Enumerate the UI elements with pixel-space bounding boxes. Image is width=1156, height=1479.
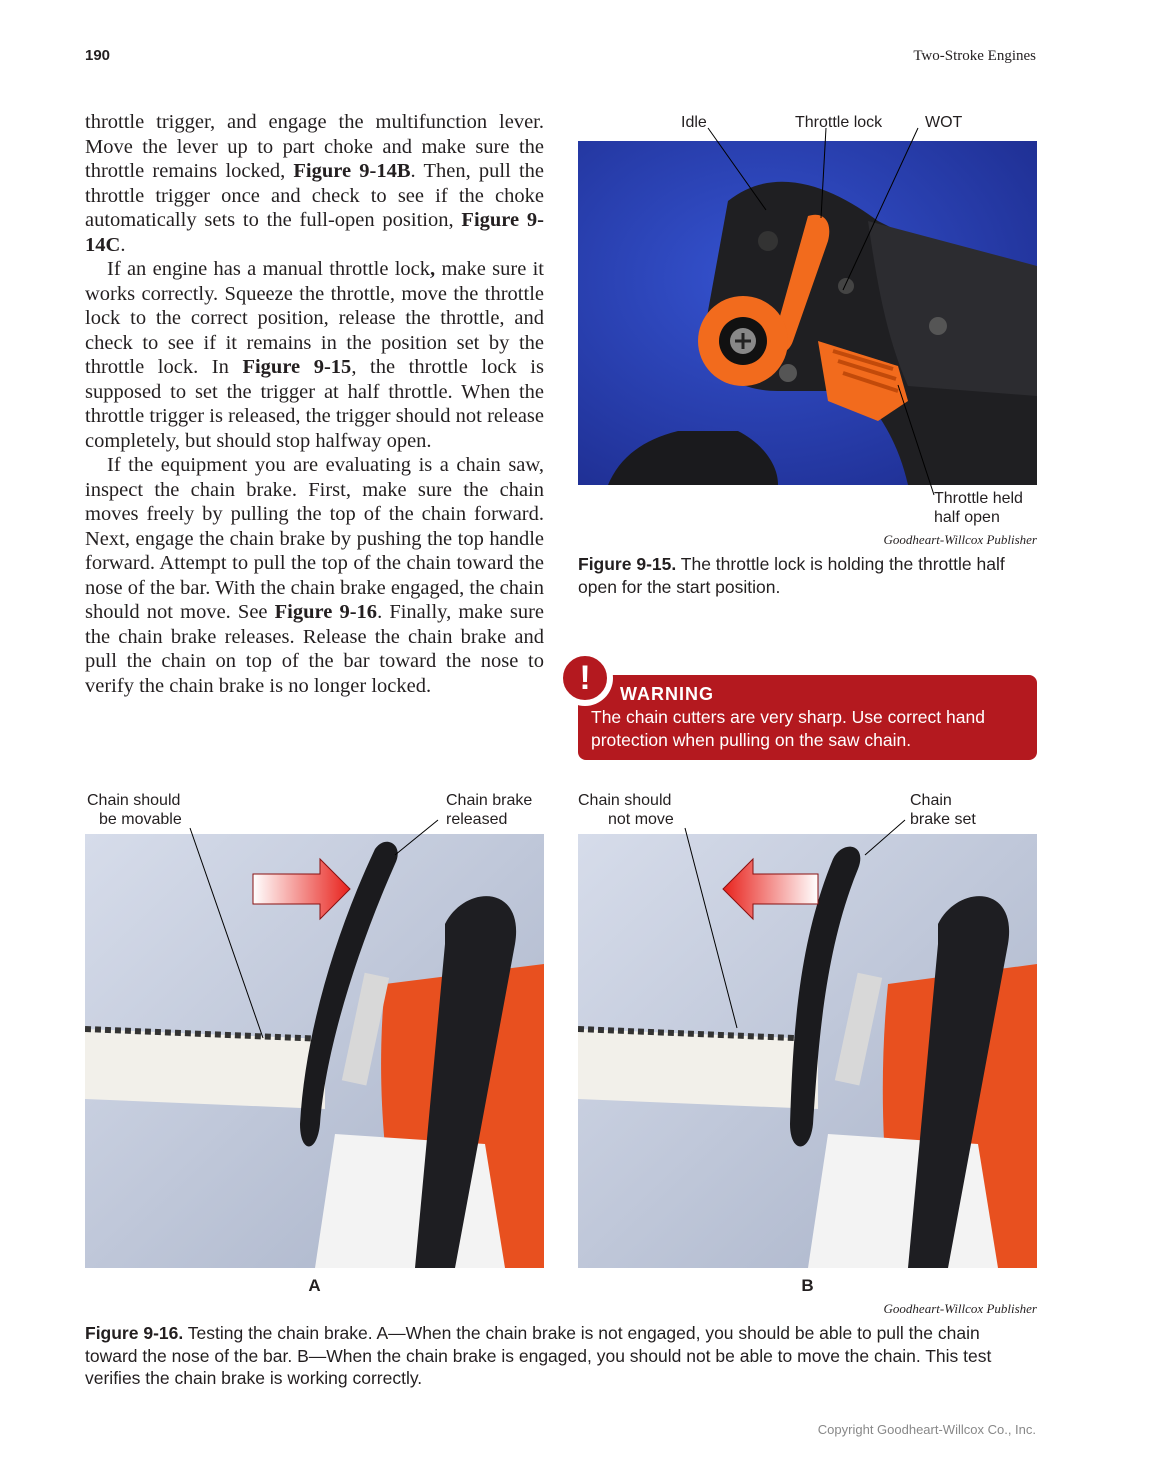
- figure-credit: Goodheart-Willcox Publisher: [883, 1301, 1037, 1316]
- body-text: [85, 110, 544, 698]
- label-brake-set-2: brake set: [910, 811, 976, 828]
- label-throttle-held-1: Throttle held: [934, 490, 1023, 507]
- label-throttle-held-2: half open: [934, 509, 1000, 526]
- warning-title: WARNING: [620, 684, 714, 704]
- label-idle: Idle: [681, 114, 707, 131]
- warning-text: The chain cutters are very sharp. Use correct hand protection when pulling on the saw chain.: [591, 707, 985, 750]
- figure-16-caption: Figure 9-16. Testing the chain brake. A—When the chain brake is not engaged, you should be able to pull the chain toward the nose of the bar. B—When the chain brake is engaged, you should not be able to move the chain. This test verifies the chain brake is working correctly.: [85, 1323, 992, 1388]
- figure-ref: Figure 9-14C: [85, 209, 544, 256]
- figure-ref: Figure 9-14B: [293, 160, 411, 182]
- figure-credit: Goodheart-Willcox Publisher: [883, 532, 1037, 547]
- figure-ref: Figure 9-15: [242, 356, 352, 378]
- paragraph-2: If an engine has a manual throttle lock, make sure it works correctly. Squeeze the throttle, move the throttle lock to the correct position, release the throttle, and check to see if it remains in the position set by the throttle lock. In Figure 9-15, the throttle lock is supposed to set the trigger at half throttle. When the throttle trigger is released, the trigger should not release completely, but should stop halfway open.: [85, 258, 544, 452]
- label-chain-not-move-1: Chain should: [578, 792, 672, 809]
- panel-label-b: B: [801, 1276, 814, 1295]
- figure-15-caption: Figure 9-15. The throttle lock is holding the throttle half open for the start position.: [578, 554, 1005, 597]
- label-chain-movable-1: Chain should: [87, 792, 181, 809]
- page-number: 190: [85, 47, 111, 64]
- label-chain-not-move-2: not move: [608, 811, 674, 828]
- paragraph-1: throttle trigger, and engage the multifunction lever. Move the lever up to part choke and make sure the throttle remains locked, Figure 9-14B. Then, pull the throttle trigger once and check to see if the choke automatically sets to the full-open position, Figure 9-14C.: [85, 111, 544, 256]
- label-brake-set-1: Chain: [910, 792, 952, 809]
- label-throttle-lock: Throttle lock: [795, 114, 883, 131]
- exclamation-icon: !: [561, 654, 609, 702]
- label-chain-movable-2: be movable: [99, 811, 182, 828]
- figure16-leader-lines: [85, 800, 1037, 1040]
- label-brake-released-2: released: [446, 811, 508, 828]
- figure15-leader-lines: [578, 100, 1037, 510]
- copyright: Copyright Goodheart-Willcox Co., Inc.: [817, 1422, 1036, 1437]
- label-brake-released-1: Chain brake: [446, 792, 533, 809]
- label-wot: WOT: [925, 114, 963, 131]
- running-head: Two-Stroke Engines: [913, 48, 1036, 64]
- panel-label-a: A: [308, 1276, 321, 1295]
- figure-ref: Figure 9-16: [274, 601, 378, 623]
- paragraph-3: If the equipment you are evaluating is a chain saw, inspect the chain brake. First, make sure the chain moves freely by pulling the top of the chain forward. Next, engage the chain brake by pushing the top handle forward. Attempt to pull the top of the chain toward the nose of the bar. With the chain brake engaged, the chain should not move. See Figure 9-16. Finally, make sure the chain brake releases. Release the chain brake and pull the chain on top of the bar toward the nose to verify the chain brake is no longer locked.: [85, 454, 544, 697]
